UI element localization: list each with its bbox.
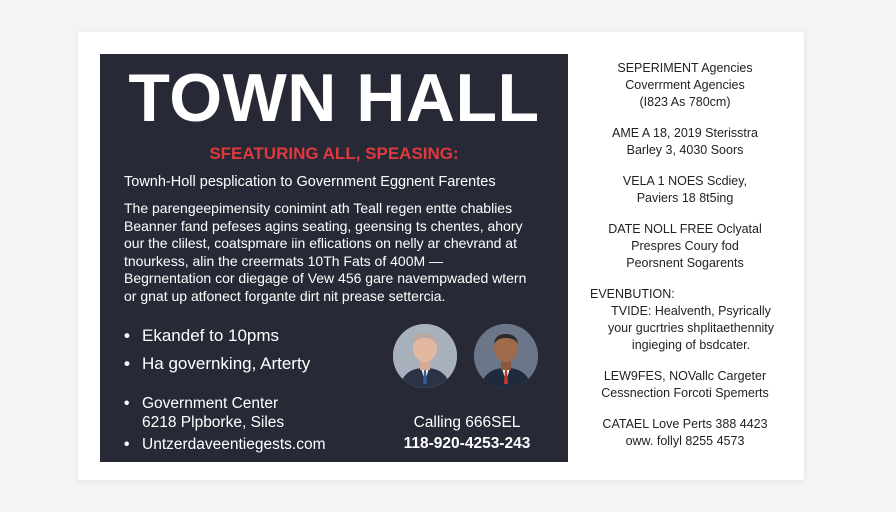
body-line: or gnat up atfonect forgante dirt nit prease settercia. bbox=[124, 287, 446, 304]
sidebar-line: TVIDE: Healventh, Psyrically bbox=[611, 304, 771, 318]
sidebar-line: oww. follyl 8255 4573 bbox=[625, 434, 745, 448]
body-line: Begrnentation cor diegage of Vew 456 gare navempwaded wtern bbox=[124, 270, 527, 286]
heading-line: (I823 As 780cm) bbox=[639, 95, 731, 109]
subtitle: Townh-Holl pesplication to Government Eggnent Farentes bbox=[124, 174, 496, 190]
sidebar-block bbox=[578, 416, 792, 450]
sidebar-line: VELA 1 NOES Scdiey, bbox=[622, 174, 748, 188]
sidebar-block bbox=[578, 286, 792, 354]
heading-line: SEPERIMENT Agencies bbox=[617, 61, 753, 75]
bullet-icon: • bbox=[124, 326, 130, 345]
featuring-line: SFEATURING ALL, SPEASING: bbox=[209, 144, 459, 163]
sidebar-line: Barley 3, 4030 Soors bbox=[626, 143, 744, 157]
body-line: Beanner fand pefeses agins seating, geensing ts chentes, ahory bbox=[124, 217, 523, 234]
address-line-1: • Government Center bbox=[124, 395, 279, 412]
website-link[interactable]: • Untzerdaveentiegests.com bbox=[124, 436, 326, 453]
heading-line: Coverrment Agencies bbox=[625, 78, 745, 92]
sidebar-line: AME A 18, 2019 Sterisstra bbox=[612, 126, 758, 140]
sidebar-line: ingieging of bsdcater. bbox=[631, 338, 751, 352]
body-line: tnourkess, alin the creermats 10Th Fats of 400M — bbox=[124, 252, 444, 269]
sidebar-line: Prespres Coury fod bbox=[631, 239, 739, 253]
sidebar-line: LEW9FES, NOVallc Cargeter bbox=[603, 369, 767, 383]
agency-sidebar bbox=[578, 60, 792, 464]
bullet-icon: • bbox=[124, 395, 130, 412]
sidebar-heading bbox=[578, 60, 792, 111]
bullet-text: Ekandef to 10pms bbox=[142, 326, 280, 345]
sidebar-block bbox=[578, 368, 792, 402]
contact-block bbox=[124, 394, 384, 454]
address-line-2: 6218 Plpborke, Siles bbox=[142, 414, 285, 431]
body-paragraph bbox=[124, 200, 554, 305]
bullet-text: Ha governking, Artertу bbox=[142, 354, 311, 373]
bullet-item bbox=[124, 350, 374, 378]
sidebar-line: your gucrtries shplitaethennity bbox=[607, 321, 775, 335]
calling-block bbox=[382, 412, 552, 454]
sidebar-line: Cessnection Forcoti Spemerts bbox=[601, 386, 769, 400]
calling-label: Calling 666SEL bbox=[413, 414, 521, 431]
body-line: The parengeepimensity conimint ath Teall regen entte chablies bbox=[124, 200, 513, 216]
sidebar-line: DATE NOLL FREE Oclyatal bbox=[608, 222, 762, 236]
bullet-icon: • bbox=[124, 354, 130, 373]
sidebar-line: CATAEL Love Perts 388 4423 bbox=[602, 417, 768, 431]
flyer-dark-panel bbox=[100, 54, 568, 462]
speaker-photo-1 bbox=[393, 324, 457, 388]
bullet-list bbox=[124, 322, 374, 378]
sidebar-block bbox=[578, 173, 792, 207]
bullet-icon: • bbox=[124, 436, 130, 453]
sidebar-block bbox=[578, 221, 792, 272]
body-line: our the clilest, coatspmare iin eflications on nelly ar chevrand at bbox=[124, 235, 517, 251]
phone-number[interactable]: 118-920-4253-243 bbox=[403, 435, 531, 452]
bullet-item bbox=[124, 322, 374, 350]
sidebar-line: EVENBUTION: bbox=[590, 287, 675, 301]
sidebar-line: Paviers 18 8t5ing bbox=[636, 191, 734, 205]
headline: TOWN HALL bbox=[128, 60, 540, 136]
sidebar-line: Peorsnent Sogarents bbox=[626, 256, 744, 270]
sidebar-block bbox=[578, 125, 792, 159]
speaker-photo-2 bbox=[474, 324, 538, 388]
